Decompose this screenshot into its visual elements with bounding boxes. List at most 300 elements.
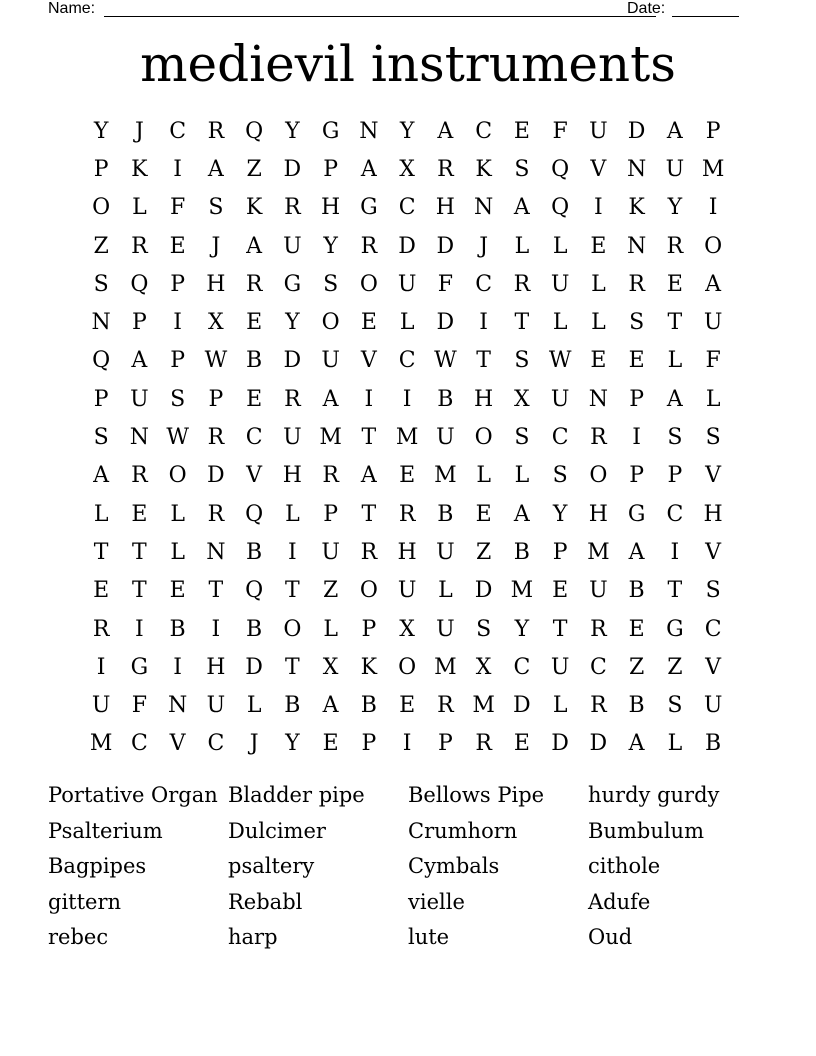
grid-letter: L <box>514 463 530 489</box>
grid-letter: T <box>667 310 683 336</box>
word-bank-item: rebec <box>48 925 109 949</box>
grid-letter: I <box>402 386 412 412</box>
word-bank-item: Rebabl <box>228 889 303 914</box>
grid-letter: S <box>323 271 339 297</box>
grid-letter: B <box>246 616 263 642</box>
word-bank-item: Dulcimer <box>228 818 326 843</box>
word-bank-item: Bagpipes <box>48 854 147 878</box>
grid-letter: K <box>628 195 645 221</box>
grid-letter: R <box>360 233 378 259</box>
grid-letter: I <box>173 654 182 680</box>
grid-letter: P <box>131 310 147 336</box>
grid-letter: T <box>285 654 300 680</box>
grid-letter: V <box>705 654 722 680</box>
grid-letter: G <box>283 271 302 297</box>
grid-letter: A <box>513 195 530 221</box>
word-bank-item: vielle <box>408 889 465 914</box>
grid-letter: H <box>474 386 494 412</box>
grid-letter: D <box>551 731 569 757</box>
grid-letter: C <box>589 654 607 680</box>
grid-letter: O <box>359 271 378 297</box>
grid-letter: R <box>207 118 225 144</box>
grid-letter: U <box>665 156 685 182</box>
grid-letter: T <box>476 348 491 374</box>
grid-letter: O <box>359 578 378 604</box>
grid-letter: B <box>169 616 186 642</box>
grid-letter: M <box>395 425 419 451</box>
grid-letter: A <box>705 271 722 297</box>
grid-letter: E <box>169 233 186 259</box>
grid-letter: R <box>475 731 492 757</box>
grid-letter: X <box>514 386 530 412</box>
grid-letter: I <box>594 195 603 221</box>
word-bank <box>48 778 768 956</box>
grid-letter: B <box>437 501 454 527</box>
word-bank-item: Oud <box>588 925 633 949</box>
grid-letter: C <box>666 501 684 527</box>
grid-letter: S <box>705 578 721 604</box>
word-bank-item: gittern <box>48 889 122 914</box>
grid-letter: V <box>169 731 186 757</box>
grid-letter: Y <box>399 118 415 144</box>
grid-letter: B <box>628 693 645 719</box>
grid-letter: R <box>131 233 148 259</box>
grid-letter: E <box>322 731 339 757</box>
grid-letter: H <box>282 463 302 489</box>
grid-letter: L <box>591 271 606 297</box>
grid-letter: A <box>207 156 224 182</box>
word-bank-item: Bladder pipe <box>228 783 365 807</box>
name-label: Name: <box>48 0 96 17</box>
grid-letter: M <box>510 578 534 604</box>
grid-letter: Q <box>130 271 149 297</box>
grid-letter: H <box>435 195 455 221</box>
grid-letter: R <box>437 693 454 719</box>
grid-letter: M <box>319 425 342 451</box>
grid-letter: F <box>131 693 147 719</box>
grid-letter: M <box>434 654 457 680</box>
grid-letter: O <box>589 463 608 489</box>
grid-letter: L <box>170 539 185 565</box>
grid-letter: M <box>587 539 610 565</box>
grid-letter: O <box>168 463 187 489</box>
grid-letter: C <box>398 195 416 221</box>
grid-letter: U <box>436 425 455 451</box>
grid-letter: K <box>475 156 492 182</box>
grid-letter: Q <box>245 118 264 144</box>
grid-letter: A <box>666 118 683 144</box>
grid-letter: G <box>321 118 340 144</box>
grid-letter: C <box>475 118 493 144</box>
grid-letter: B <box>246 539 263 565</box>
grid-letter: P <box>170 348 186 374</box>
grid-letter: L <box>667 348 683 374</box>
grid-letter: R <box>437 156 454 182</box>
grid-letter: X <box>399 156 415 182</box>
grid-letter: R <box>628 271 645 297</box>
grid-letter: N <box>627 156 647 182</box>
grid-letter: W <box>548 348 572 374</box>
grid-letter: P <box>667 463 683 489</box>
grid-letter: N <box>359 118 379 144</box>
grid-letter: E <box>475 501 492 527</box>
grid-letter: P <box>208 386 224 412</box>
grid-letter: P <box>93 156 109 182</box>
grid-letter: L <box>552 693 568 719</box>
grid-letter: R <box>590 425 607 451</box>
grid-letter: R <box>207 425 225 451</box>
grid-letter: D <box>207 463 225 489</box>
grid-letter: R <box>513 271 531 297</box>
grid-letter: E <box>513 731 530 757</box>
grid-letter: A <box>246 233 263 259</box>
grid-letter: Y <box>285 310 300 336</box>
grid-letter: Z <box>93 233 109 259</box>
grid-letter: C <box>513 654 531 680</box>
grid-letter: E <box>131 501 148 527</box>
word-bank-item: Bellows Pipe <box>408 783 545 807</box>
grid-letter: Q <box>551 195 570 221</box>
grid-letter: B <box>360 693 377 719</box>
grid-letter: K <box>245 195 263 221</box>
grid-letter: D <box>283 348 302 374</box>
grid-letter: I <box>96 654 106 680</box>
grid-letter: Z <box>322 578 339 604</box>
grid-letter: N <box>168 693 188 719</box>
grid-letter: R <box>92 616 110 642</box>
grid-letter: W <box>166 425 189 451</box>
grid-letter: U <box>397 271 417 297</box>
grid-letter: I <box>211 616 221 642</box>
grid-letter: Y <box>323 233 338 259</box>
grid-letter: T <box>132 578 147 604</box>
grid-letter: P <box>629 386 645 412</box>
grid-letter: R <box>245 271 263 297</box>
word-bank-item: Portative Organ <box>48 783 218 807</box>
grid-letter: A <box>628 731 645 757</box>
grid-letter: C <box>245 425 263 451</box>
grid-letter: X <box>399 616 415 642</box>
grid-letter: X <box>475 654 492 680</box>
grid-letter: I <box>135 616 144 642</box>
grid-letter: R <box>398 501 416 527</box>
grid-letter: U <box>91 693 111 719</box>
grid-letter: C <box>169 118 187 144</box>
grid-letter: B <box>628 578 645 604</box>
grid-letter: H <box>206 271 226 297</box>
grid-letter: Q <box>92 348 111 374</box>
grid-letter: A <box>666 386 683 412</box>
grid-letter: M <box>472 693 495 719</box>
name-write-line[interactable] <box>104 16 656 17</box>
grid-letter: Y <box>285 118 300 144</box>
grid-letter: I <box>708 195 718 221</box>
word-bank-item: cithole <box>588 854 661 878</box>
grid-letter: S <box>93 271 109 297</box>
grid-letter: M <box>89 731 113 757</box>
word-search-grid <box>82 112 732 763</box>
grid-letter: I <box>632 425 641 451</box>
grid-letter: H <box>321 195 341 221</box>
grid-letter: B <box>437 386 454 412</box>
grid-letter: N <box>474 195 494 221</box>
grid-letter: I <box>364 386 374 412</box>
grid-letter: V <box>360 348 377 374</box>
grid-letter: S <box>629 310 645 336</box>
grid-letter: R <box>590 693 607 719</box>
grid-letter: R <box>284 195 301 221</box>
word-bank-item: harp <box>228 925 278 949</box>
grid-letter: I <box>479 310 488 336</box>
grid-letter: Q <box>551 156 570 182</box>
grid-letter: K <box>360 654 378 680</box>
grid-letter: O <box>704 233 723 259</box>
grid-letter: N <box>206 539 226 565</box>
grid-letter: Y <box>514 616 530 642</box>
grid-letter: T <box>132 539 147 565</box>
grid-letter: A <box>131 348 148 374</box>
grid-letter: U <box>321 539 340 565</box>
grid-letter: S <box>476 616 492 642</box>
grid-letter: U <box>703 310 723 336</box>
grid-letter: S <box>705 425 721 451</box>
grid-letter: K <box>131 156 148 182</box>
grid-letter: E <box>93 578 110 604</box>
grid-letter: C <box>551 425 569 451</box>
grid-letter: I <box>402 731 412 757</box>
grid-letter: R <box>284 386 301 412</box>
grid-letter: A <box>360 156 377 182</box>
grid-letter: Q <box>245 578 264 604</box>
grid-letter: I <box>173 310 182 336</box>
grid-letter: L <box>705 386 721 412</box>
grid-letter: X <box>208 310 224 336</box>
grid-letter: R <box>360 539 378 565</box>
grid-letter: T <box>285 578 300 604</box>
word-bank-item: Bumbulum <box>588 818 704 843</box>
grid-letter: U <box>550 386 570 412</box>
grid-letter: D <box>436 233 455 259</box>
grid-letter: C <box>398 348 416 374</box>
grid-letter: E <box>552 578 569 604</box>
grid-letter: A <box>513 501 530 527</box>
grid-letter: E <box>590 233 607 259</box>
grid-letter: R <box>666 233 684 259</box>
grid-letter: R <box>590 616 607 642</box>
grid-letter: L <box>399 310 415 336</box>
word-bank-item: hurdy gurdy <box>588 783 720 807</box>
grid-letter: C <box>130 731 148 757</box>
grid-letter: W <box>204 348 228 374</box>
grid-letter: T <box>514 310 530 336</box>
grid-letter: U <box>550 654 570 680</box>
grid-letter: A <box>93 463 110 489</box>
grid-letter: O <box>321 310 340 336</box>
grid-letter: U <box>703 693 723 719</box>
grid-letter: E <box>246 386 263 412</box>
grid-letter: A <box>437 118 454 144</box>
grid-letter: L <box>552 310 568 336</box>
grid-letter: G <box>666 616 684 642</box>
grid-letter: Z <box>628 654 645 680</box>
grid-letter: P <box>361 616 377 642</box>
grid-letter: H <box>206 654 226 680</box>
grid-letter: G <box>360 195 378 221</box>
grid-letter: D <box>627 118 646 144</box>
page-title: medievil instruments <box>140 35 676 93</box>
grid-letter: S <box>93 425 109 451</box>
grid-letter: U <box>321 348 340 374</box>
date-write-line[interactable] <box>672 16 739 17</box>
grid-letter: Y <box>552 501 568 527</box>
grid-letter: I <box>173 156 182 182</box>
grid-letter: U <box>283 233 302 259</box>
grid-letter: U <box>397 578 417 604</box>
grid-letter: U <box>130 386 149 412</box>
grid-letter: R <box>131 463 148 489</box>
grid-letter: X <box>322 654 339 680</box>
grid-letter: F <box>552 118 568 144</box>
grid-letter: V <box>705 539 722 565</box>
grid-letter: Y <box>667 195 683 221</box>
grid-letter: N <box>91 310 111 336</box>
grid-letter: C <box>207 731 225 757</box>
grid-letter: U <box>589 578 608 604</box>
grid-letter: W <box>434 348 457 374</box>
grid-letter: Z <box>475 539 492 565</box>
grid-letter: P <box>552 539 568 565</box>
grid-letter: L <box>476 463 491 489</box>
grid-letter: E <box>628 348 645 374</box>
grid-letter: B <box>513 539 530 565</box>
grid-letter: Z <box>246 156 262 182</box>
grid-letter: M <box>701 156 725 182</box>
grid-letter: E <box>590 348 607 374</box>
grid-letter: P <box>361 731 377 757</box>
grid-letter: T <box>93 539 109 565</box>
grid-letter: E <box>628 616 645 642</box>
grid-letter: O <box>283 616 302 642</box>
date-label: Date: <box>627 0 666 17</box>
grid-letter: Y <box>93 118 109 144</box>
grid-letter: L <box>246 693 262 719</box>
grid-letter: D <box>245 654 263 680</box>
grid-letter: L <box>667 731 683 757</box>
grid-letter: L <box>591 310 606 336</box>
grid-letter: E <box>399 693 416 719</box>
grid-letter: E <box>246 310 263 336</box>
grid-letter: E <box>513 118 530 144</box>
grid-letter: U <box>436 539 455 565</box>
word-bank-item: Crumhorn <box>408 818 518 843</box>
word-bank-item: lute <box>408 925 450 949</box>
grid-letter: P <box>705 118 721 144</box>
grid-letter: H <box>397 539 417 565</box>
grid-letter: D <box>513 693 531 719</box>
grid-letter: D <box>436 310 455 336</box>
grid-letter: P <box>629 463 645 489</box>
grid-letter: A <box>322 386 339 412</box>
grid-letter: S <box>514 156 530 182</box>
grid-letter: V <box>590 156 607 182</box>
grid-letter: F <box>705 348 721 374</box>
grid-letter: T <box>361 501 377 527</box>
grid-letter: P <box>93 386 109 412</box>
name-date-header <box>48 0 740 22</box>
grid-letter: U <box>206 693 226 719</box>
grid-letter: N <box>129 425 149 451</box>
grid-letter: L <box>132 195 147 221</box>
grid-letter: T <box>667 578 683 604</box>
grid-letter: S <box>667 693 683 719</box>
grid-letter: J <box>211 233 221 259</box>
grid-letter: P <box>323 156 339 182</box>
grid-letter: R <box>322 463 339 489</box>
grid-letter: Q <box>245 501 264 527</box>
grid-letter: B <box>246 348 263 374</box>
grid-letter: J <box>249 731 259 757</box>
grid-letter: H <box>588 501 608 527</box>
grid-letter: P <box>170 271 186 297</box>
grid-letter: H <box>703 501 723 527</box>
grid-letter: P <box>323 501 339 527</box>
grid-letter: M <box>434 463 457 489</box>
grid-letter: B <box>284 693 301 719</box>
grid-letter: E <box>399 463 416 489</box>
grid-letter: O <box>398 654 417 680</box>
grid-letter: R <box>207 501 225 527</box>
grid-letter: J <box>479 233 489 259</box>
grid-letter: D <box>474 578 493 604</box>
grid-letter: U <box>550 271 570 297</box>
grid-letter: N <box>627 233 647 259</box>
grid-letter: E <box>169 578 186 604</box>
grid-letter: L <box>323 616 338 642</box>
grid-letter: G <box>130 654 149 680</box>
grid-letter: V <box>246 463 263 489</box>
grid-letter: S <box>170 386 186 412</box>
grid-letter: S <box>514 348 530 374</box>
grid-letter: L <box>514 233 530 259</box>
grid-letter: T <box>552 616 568 642</box>
grid-letter: U <box>283 425 302 451</box>
grid-letter: G <box>627 501 646 527</box>
grid-letter: S <box>667 425 683 451</box>
grid-letter: L <box>552 233 568 259</box>
grid-letter: E <box>360 310 377 336</box>
grid-letter: F <box>437 271 453 297</box>
grid-letter: S <box>552 463 568 489</box>
grid-letter: U <box>589 118 608 144</box>
grid-letter: A <box>360 463 377 489</box>
grid-letter: J <box>134 118 144 144</box>
grid-letter: B <box>705 731 722 757</box>
grid-letter: C <box>475 271 493 297</box>
grid-letter: S <box>208 195 224 221</box>
grid-letter: F <box>169 195 186 221</box>
grid-letter: D <box>398 233 416 259</box>
grid-letter: O <box>92 195 111 221</box>
grid-letter: O <box>474 425 493 451</box>
word-bank-item: Adufe <box>588 889 651 914</box>
grid-letter: N <box>588 386 608 412</box>
grid-letter: Z <box>667 654 683 680</box>
grid-letter: A <box>628 539 645 565</box>
grid-letter: L <box>438 578 453 604</box>
grid-letter: L <box>285 501 300 527</box>
word-bank-item: psaltery <box>228 854 315 878</box>
grid-letter: A <box>322 693 339 719</box>
